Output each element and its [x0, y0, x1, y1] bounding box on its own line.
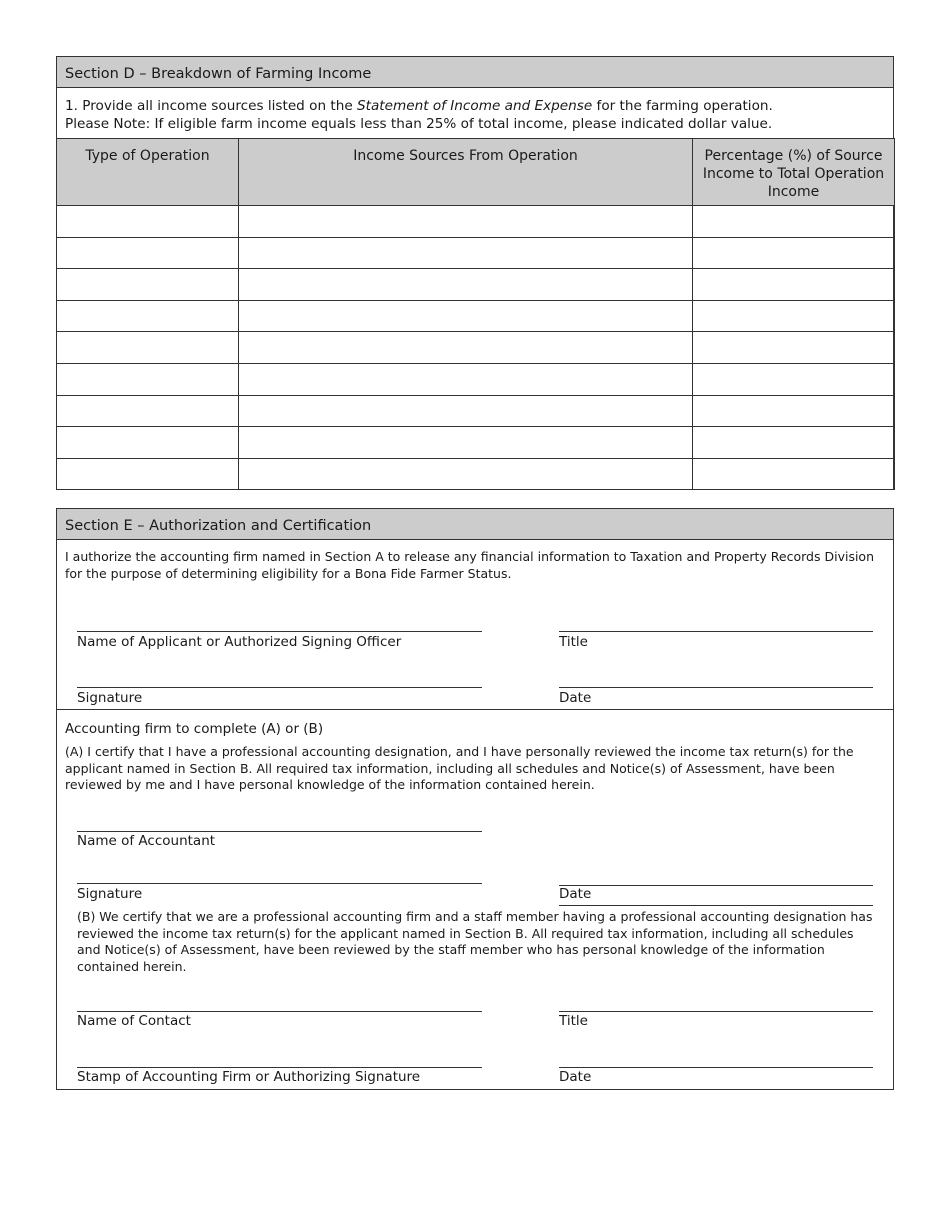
type-cell[interactable] — [57, 395, 239, 427]
col-type-of-operation: Type of Operation — [57, 139, 239, 206]
income-source-cell[interactable] — [239, 300, 693, 332]
stamp-line[interactable] — [77, 1067, 482, 1068]
percentage-cell[interactable] — [693, 237, 895, 269]
table-row — [57, 300, 895, 332]
section-d-instructions — [65, 97, 885, 133]
percentage-cell[interactable] — [693, 427, 895, 459]
type-cell[interactable] — [57, 427, 239, 459]
title-label: Title — [559, 634, 588, 650]
income-source-cell[interactable] — [239, 363, 693, 395]
type-cell[interactable] — [57, 300, 239, 332]
accountant-name-label: Name of Accountant — [77, 833, 216, 849]
b-title-label: Title — [559, 1013, 588, 1029]
b-date-line[interactable] — [559, 1067, 873, 1068]
income-source-cell[interactable] — [239, 237, 693, 269]
percentage-cell[interactable] — [693, 300, 895, 332]
applicant-name-line[interactable] — [77, 631, 482, 632]
percentage-cell[interactable] — [693, 206, 895, 238]
table-header-row — [57, 139, 895, 206]
b-date-label: Date — [559, 1069, 592, 1085]
contact-name-label: Name of Contact — [77, 1013, 191, 1029]
a-date-line[interactable] — [559, 885, 873, 886]
date-line[interactable] — [559, 687, 873, 688]
table-row — [57, 427, 895, 459]
table-row — [57, 395, 895, 427]
applicant-name-label: Name of Applicant or Authorized Signing Officer — [77, 634, 402, 650]
a-date-label: Date — [559, 886, 592, 902]
section-e — [56, 508, 894, 1090]
contact-name-line[interactable] — [77, 1011, 482, 1012]
section-divider — [57, 709, 893, 710]
col-percentage: Percentage (%) of Source Income to Total Operation Income — [693, 139, 895, 206]
percentage-cell[interactable] — [693, 269, 895, 301]
instruction-line: 1. Provide all income sources listed on the Statement of Income and Expense for the farming operation. — [65, 98, 773, 114]
signature-line[interactable] — [77, 687, 482, 688]
table-row — [57, 206, 895, 238]
a-signature-line[interactable] — [77, 883, 482, 884]
statement-reference: Statement of Income and Expense — [357, 98, 593, 114]
percentage-cell[interactable] — [693, 363, 895, 395]
b-title-line[interactable] — [559, 1011, 873, 1012]
col-income-sources: Income Sources From Operation — [239, 139, 693, 206]
section-d-title: Section D – Breakdown of Farming Income — [57, 57, 893, 88]
please-note: Please Note: If eligible farm income equals less than 25% of total income, please indicated dollar value. — [65, 116, 773, 132]
title-line[interactable] — [559, 631, 873, 632]
type-cell[interactable] — [57, 237, 239, 269]
income-source-cell[interactable] — [239, 206, 693, 238]
percentage-cell[interactable] — [693, 332, 895, 364]
date-label: Date — [559, 690, 592, 706]
section-e-title: Section E – Authorization and Certification — [57, 509, 893, 540]
income-source-cell[interactable] — [239, 427, 693, 459]
table-row — [57, 237, 895, 269]
percentage-cell[interactable] — [693, 458, 895, 490]
accountant-name-line[interactable] — [77, 831, 482, 832]
percentage-cell[interactable] — [693, 395, 895, 427]
signature-label: Signature — [77, 690, 143, 706]
type-cell[interactable] — [57, 206, 239, 238]
type-cell[interactable] — [57, 269, 239, 301]
income-source-cell[interactable] — [239, 269, 693, 301]
a-signature-label: Signature — [77, 886, 143, 902]
table-row — [57, 363, 895, 395]
option-b-text: (B) We certify that we are a professional accounting firm and a staff member having a professional accounting designation has reviewed the income tax return(s) for the applicant named in Section B. All required tax information, including all schedules and Notice(s) of Assessment, have been reviewed by the staff member who has personal knowledge of the information contained herein. — [77, 909, 873, 974]
accounting-intro: Accounting firm to complete (A) or (B) — [65, 721, 324, 737]
income-source-cell[interactable] — [239, 395, 693, 427]
table-row — [57, 458, 895, 490]
income-table — [56, 138, 895, 490]
income-source-cell[interactable] — [239, 332, 693, 364]
type-cell[interactable] — [57, 458, 239, 490]
table-row — [57, 332, 895, 364]
a-date-underline — [559, 905, 873, 906]
option-a-text: (A) I certify that I have a professional accounting designation, and I have personally reviewed the income tax return(s) for the applicant named in Section B. All required tax information, including all schedules and Notice(s) of Assessment, have been reviewed by me and I have personal knowledge of the information contained herein. — [65, 744, 854, 792]
type-cell[interactable] — [57, 363, 239, 395]
section-d — [56, 56, 894, 490]
stamp-label: Stamp of Accounting Firm or Authorizing Signature — [77, 1069, 421, 1085]
income-source-cell[interactable] — [239, 458, 693, 490]
type-cell[interactable] — [57, 332, 239, 364]
authorization-text: I authorize the accounting firm named in Section A to release any financial information to Taxation and Property Records Division for the purpose of determining eligibility for a Bona Fide Farmer Status. — [65, 549, 875, 581]
table-row — [57, 269, 895, 301]
